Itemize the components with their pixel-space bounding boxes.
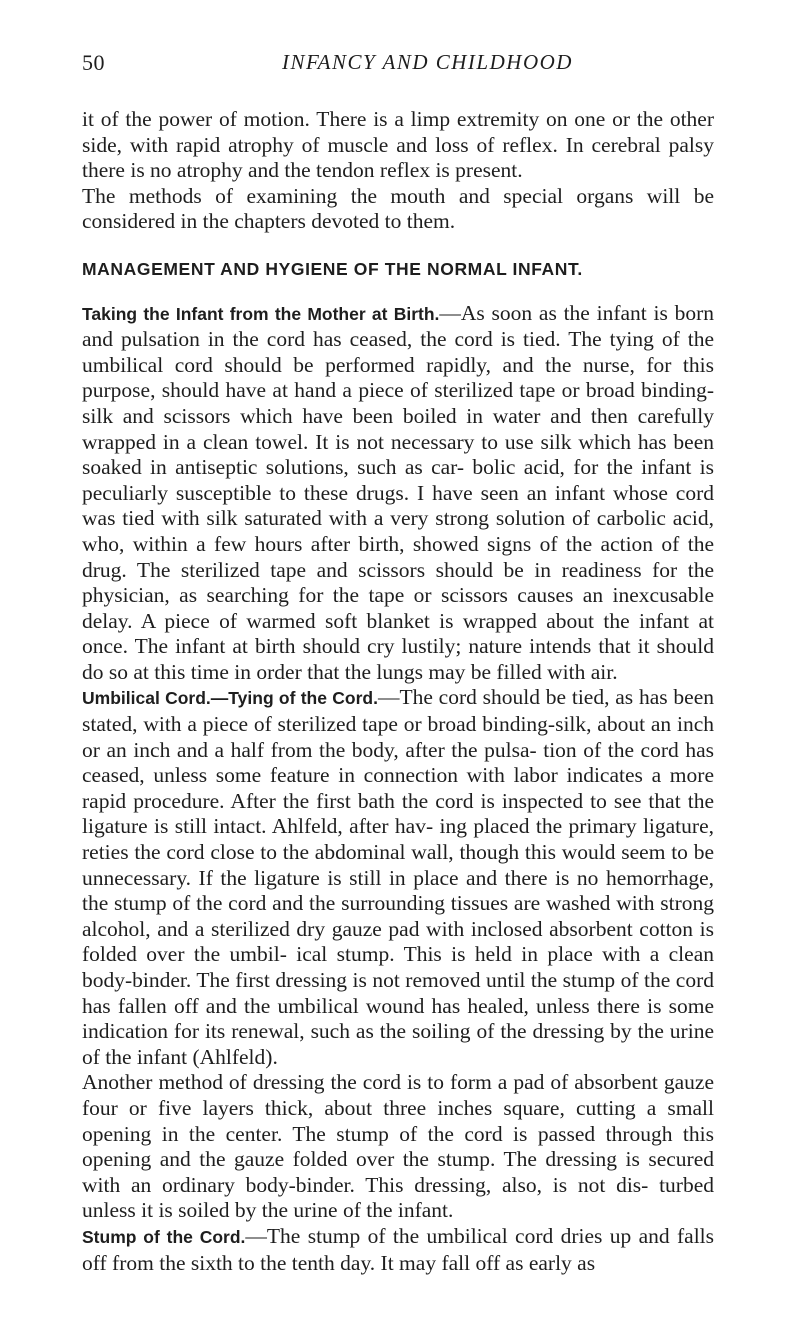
run-in-heading-stump: Stump of the Cord. [82,1226,246,1247]
section-heading: MANAGEMENT AND HYGIENE OF THE NORMAL INFANT. [82,258,583,279]
paragraph-umbilical-cord-text: —The cord should be tied, as has been stated, with a piece of sterilized tape or broad binding-silk, about an inch or an inch and a half from the body, after the pulsa- tion of the cord has ceased, unless some feature in connection with labor indicates a more rapid procedure. After the first bath the cord is inspected to see that the ligature is still intact. Ahlfeld, after hav- ing placed the primary ligature, reties the cord close to the abdominal wall, though this would seem to be unnecessary. If the ligature is still in place and there is no hemorrhage, the stump of the cord and the surrounding tissues are washed with strong alcohol, and a sterilized dry gauze pad with inclosed absorbent cotton is folded over the umbil- ical stump. This is held in place with a clean body-binder. The first dressing is not removed until the stump of the cord has fallen off and the umbilical wound has healed, unless there is some indication for its renewal, such as the soiling of the dressing by the urine of the infant (Ahlfeld). [82,685,715,1069]
run-in-heading-umbilical-cord: Umbilical Cord.—Tying of the Cord. [82,688,378,709]
paragraph-stump-text: —The stump of the umbilical cord dries up and falls off from the sixth to the tenth day. It may fall off as early as [82,1223,715,1275]
running-title: INFANCY AND CHILDHOOD [282,50,573,74]
page-number: 50 [82,50,105,75]
paragraph-taking-infant-text: —As soon as the infant is born and pulsation in the cord has ceased, the cord is tied. The tying of the umbilical cord should be performed rapidly, and the nurse, for this purpose, should have at hand a piece of sterilized tape or broad binding-silk and scissors which have been boiled in water and then carefully wrapped in a clean towel. It is not necessary to use silk which has been soaked in antiseptic solutions, such as car- bolic acid, for the infant is peculiarly susceptible to these drugs. I have seen an infant whose cord was tied with silk saturated with a very strong solution of carbolic acid, who, within a few hours after birth, showed signs of the action of the drug. The sterilized tape and scissors should be in readiness for the physician, as searching for the tape or scissors causes an inexcusable delay. A piece of warmed soft blanket is wrapped about the infant at once. The infant at birth should cry lustily; nature intends that it should do so at this time in order that the lungs may be filled with air. [82,300,714,684]
paragraph-methods: The methods of examining the mouth and special organs will be considered in the chapters devoted to them. [82,183,714,234]
paragraph-umbilical-cord [82,685,714,1070]
running-header [82,50,714,80]
book-page [82,50,714,1276]
body-text [82,107,714,1276]
paragraph-stump [82,1224,714,1276]
paragraph-taking-infant [82,301,714,686]
paragraph-continuation: it of the power of motion. There is a limp extremity on one or the other side, with rapid atrophy of muscle and loss of reflex. In cerebral palsy there is no atrophy and the tendon reflex is present. [82,107,714,183]
paragraph-another-method: Another method of dressing the cord is to form a pad of absorbent gauze four or five layers thick, about three inches square, cutting a small opening in the center. The stump of the cord is passed through this opening and the gauze folded over the stump. The dressing is secured with an ordinary body-binder. This dressing, also, is not dis- turbed unless it is soiled by the urine of the infant. [82,1070,714,1223]
run-in-heading-taking-infant: Taking the Infant from the Mother at Birth. [82,303,440,324]
